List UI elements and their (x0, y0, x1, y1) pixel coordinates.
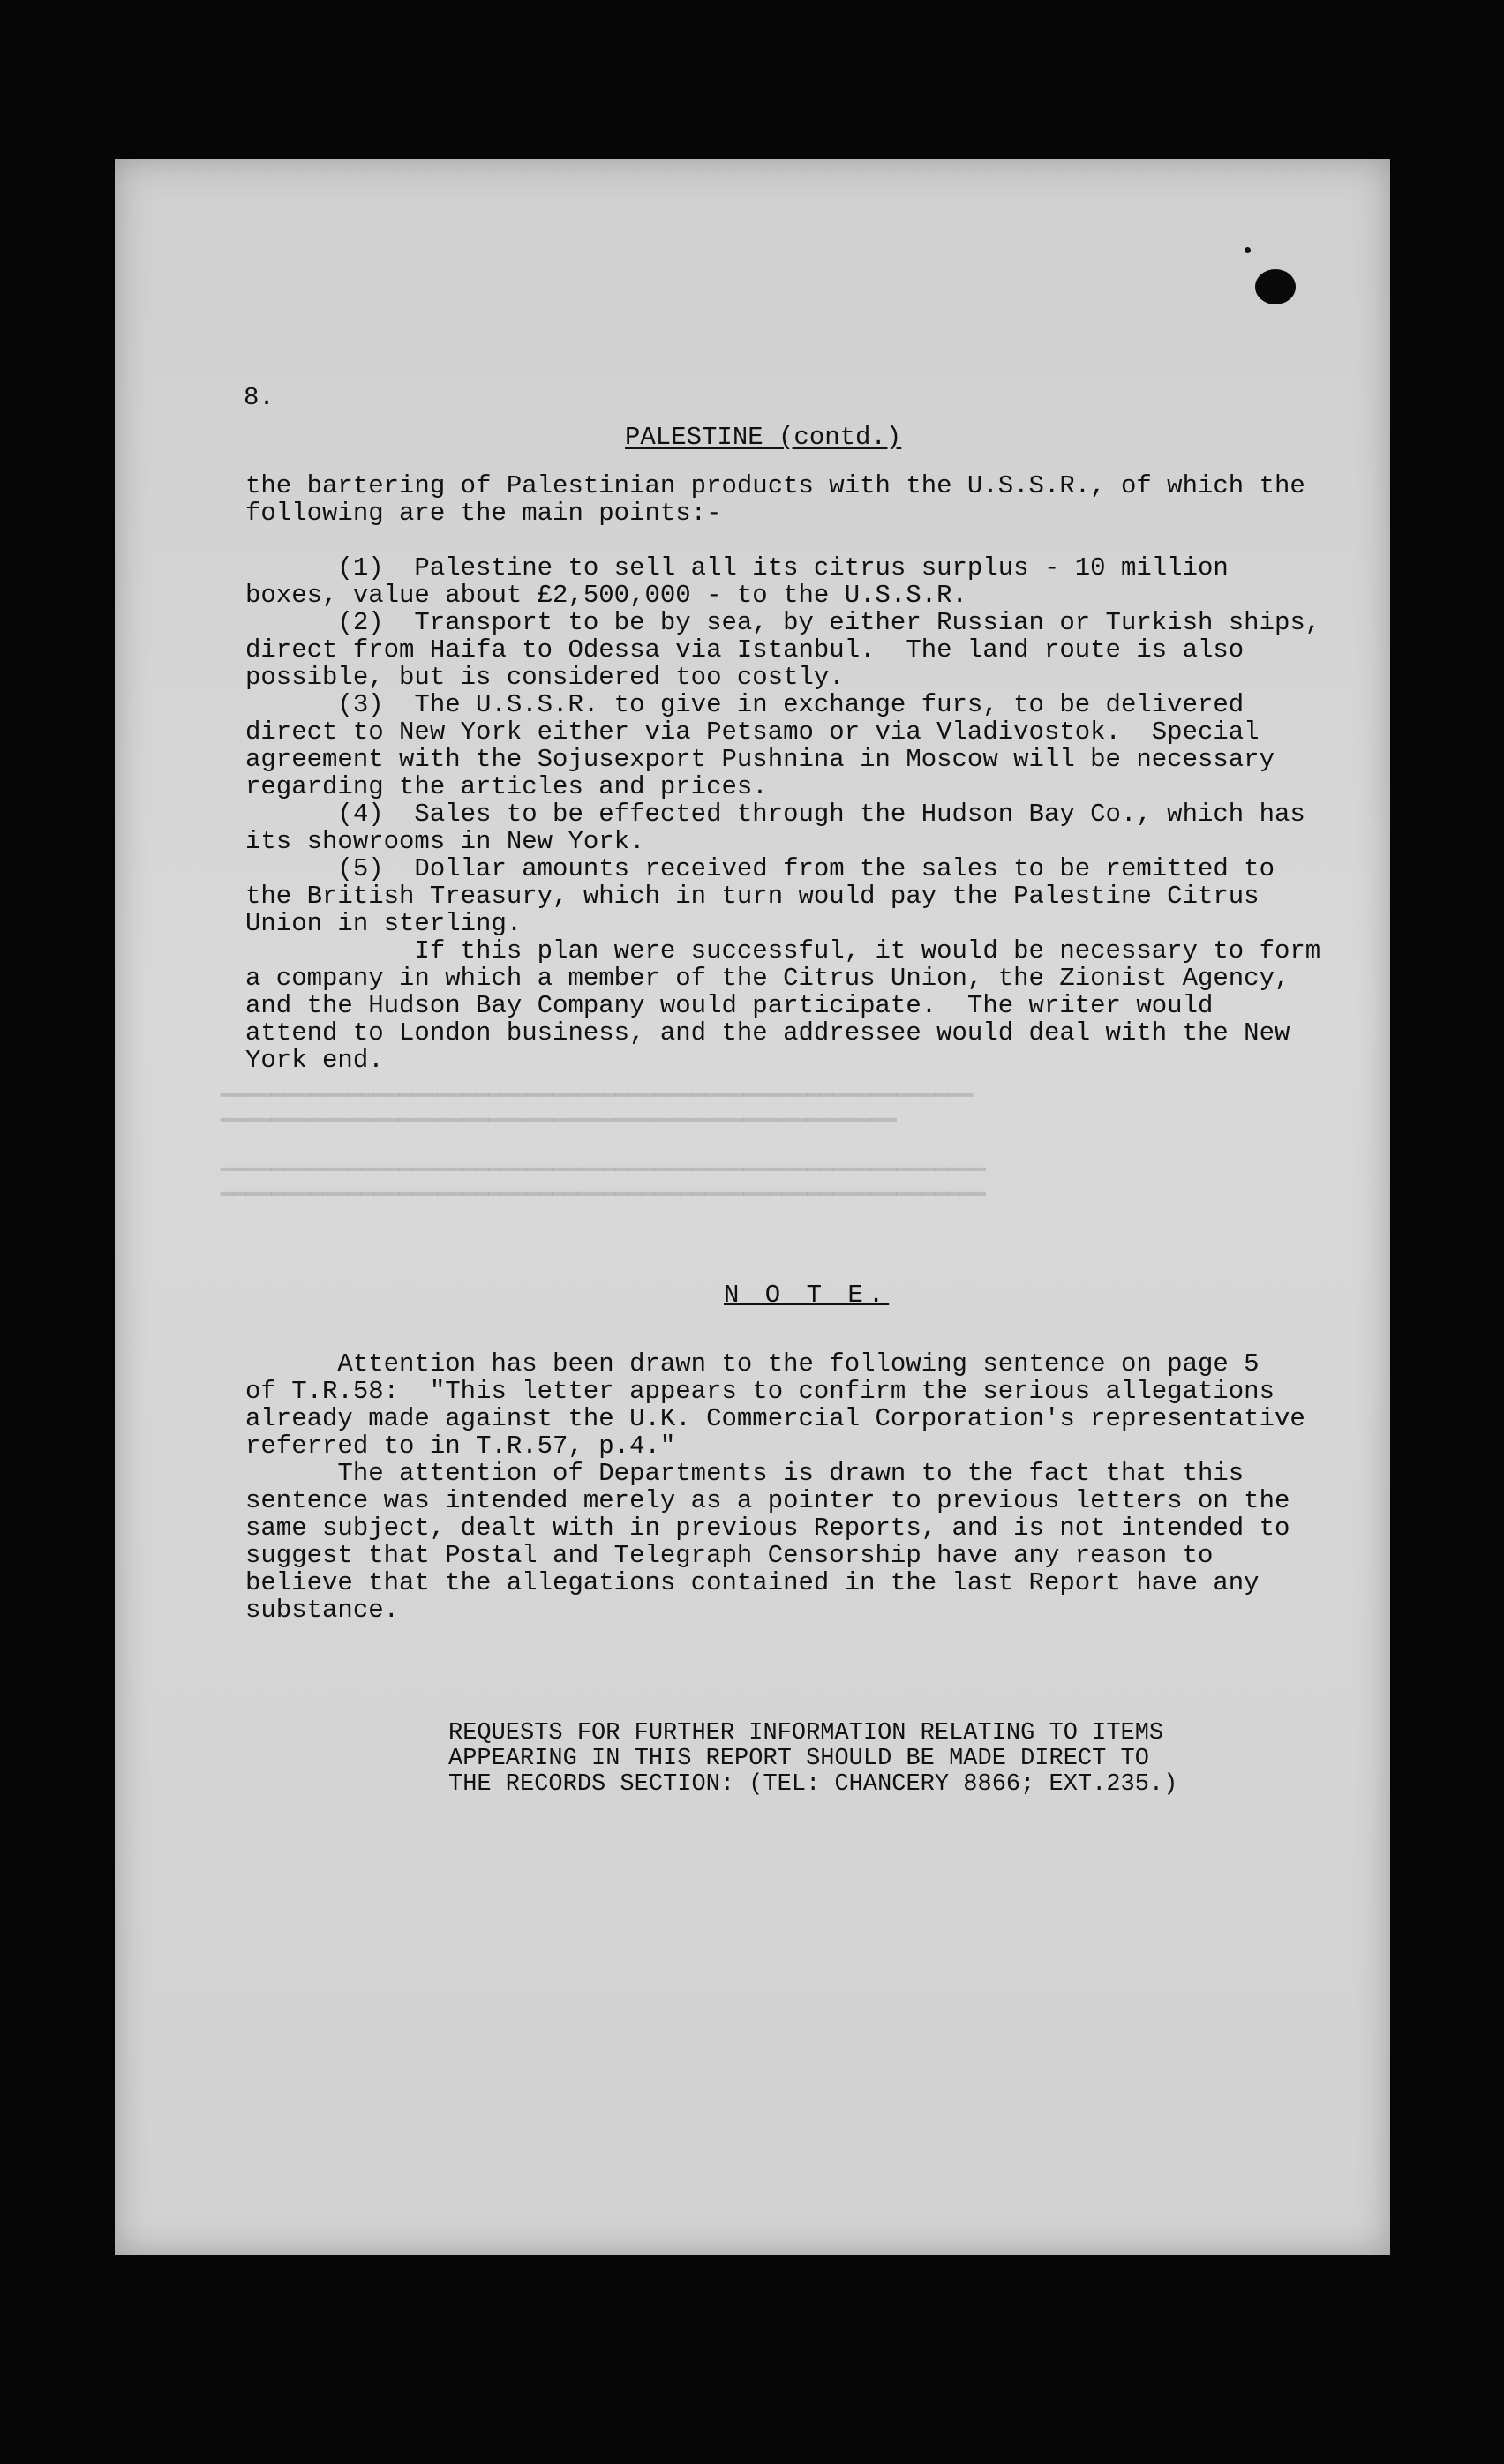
requests-notice: REQUESTS FOR FURTHER INFORMATION RELATING TO ITEMS APPEARING IN THIS REPORT SHOULD BE MADE DIRECT TO THE RECORDS SECTION: (TEL: CHANCERY 8866; EXT.235.) (448, 1720, 1178, 1798)
ink-speck (1245, 247, 1251, 253)
note-heading: N O T E. (724, 1281, 890, 1310)
intro-paragraph: the bartering of Palestinian products with the U.S.S.R., of which the following are the main points:- (245, 471, 1305, 528)
note-body: Attention has been drawn to the following sentence on page 5 of T.R.58: "This letter appears to confirm the serious allegations already made against the U.K. Commercial Corporation's representative referred to in T.R.57, p.4." The attention of Departments is drawn to the fact that this sentence was intended merely as a pointer to previous letters on the same subject, dealt with in previous Reports, and is not intended to suggest that Postal and Telegraph Censorship have any reason to believe that the allegations contained in the last Report have any substance. (245, 1349, 1305, 1625)
bleed-through-texture: ━━━━━━━━━━━━━━━━━━━━━━━━━━━━━━━━━━━━━━━━━━━━━━━━━━━━━━━━━━━ ━━━━━━━━━━━━━━━━━━━━━━━━━━━━━━━━━━━━━━━━━━━━━━━━━━━━━ ━━━━━━━━━━━━━━━━━━━━━━━━━━━━━━━━━━━━━━━━━━━━━━━━━━━━━━━━━━━━ ━━━━━━━━━━━━━━━━━━━━━━━━━━━━━━━━━━━━━━━━━━━━━━━━━━━━━━━━━━━━ (221, 1086, 986, 1208)
section-heading: PALESTINE (contd.) (625, 423, 902, 452)
document-page (115, 159, 1390, 2255)
page-number: 8. (244, 383, 274, 412)
numbered-points: (1) Palestine to sell all its citrus surplus - 10 million boxes, value about £2,500,000 - to the U.S.S.R. (2) Transport to be by sea, by either Russian or Turkish ships, direct from Haifa to Odessa via Istanbul. The land route is also possible, but is considered too costly. (3) The U.S.S.R. to give in exchange furs, to be delivered direct to New York either via Petsamo or via Vladivostok. Special agreement with the Sojusexport Pushnina in Moscow will be necessary regarding the articles and prices. (4) Sales to be effected through the Hudson Bay Co., which has its showrooms in New York. (5) Dollar amounts received from the sales to be remitted to the British Treasury, which in turn would pay the Palestine Citrus Union in sterling. If this plan were successful, it would be necessary to form a company in which a member of the Citrus Union, the Zionist Agency, and the Hudson Bay Company would participate. The writer would attend to London business, and the addressee would deal with the New York end. (245, 553, 1321, 1075)
ink-blot (1255, 269, 1296, 304)
